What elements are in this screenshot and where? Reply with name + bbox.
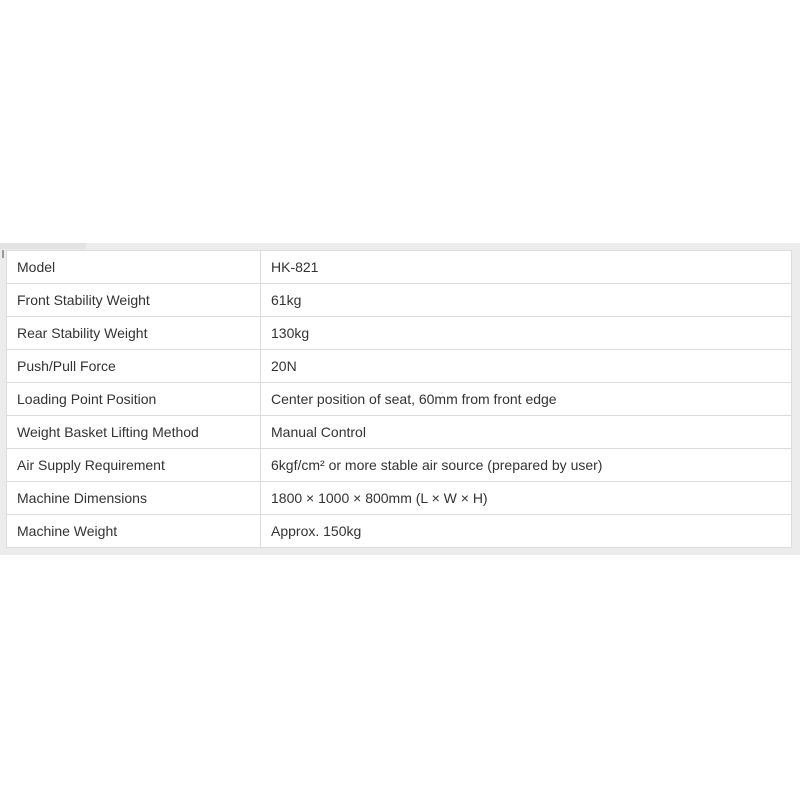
table-row <box>7 515 792 548</box>
spec-value: HK-821 <box>261 251 792 284</box>
spec-value: Center position of seat, 60mm from front edge <box>261 383 792 416</box>
spec-label: Air Supply Requirement <box>7 449 261 482</box>
spec-value: 130kg <box>261 317 792 350</box>
spec-value: Approx. 150kg <box>261 515 792 548</box>
spec-table <box>6 250 792 548</box>
table-row <box>7 416 792 449</box>
spec-label: Loading Point Position <box>7 383 261 416</box>
spec-label: Machine Dimensions <box>7 482 261 515</box>
table-row <box>7 449 792 482</box>
table-row <box>7 383 792 416</box>
table-row <box>7 482 792 515</box>
table-row <box>7 251 792 284</box>
spec-value: 1800 × 1000 × 800mm (L × W × H) <box>261 482 792 515</box>
table-row <box>7 350 792 383</box>
spec-label: Machine Weight <box>7 515 261 548</box>
spec-label: Push/Pull Force <box>7 350 261 383</box>
table-row <box>7 317 792 350</box>
spec-label: Model <box>7 251 261 284</box>
table-row <box>7 284 792 317</box>
cursor-mark <box>2 250 4 258</box>
frame-tab <box>0 243 86 249</box>
spec-value: 6kgf/cm² or more stable air source (prepared by user) <box>261 449 792 482</box>
spec-label: Front Stability Weight <box>7 284 261 317</box>
spec-label: Weight Basket Lifting Method <box>7 416 261 449</box>
spec-label: Rear Stability Weight <box>7 317 261 350</box>
spec-value: Manual Control <box>261 416 792 449</box>
spec-value: 61kg <box>261 284 792 317</box>
spec-value: 20N <box>261 350 792 383</box>
